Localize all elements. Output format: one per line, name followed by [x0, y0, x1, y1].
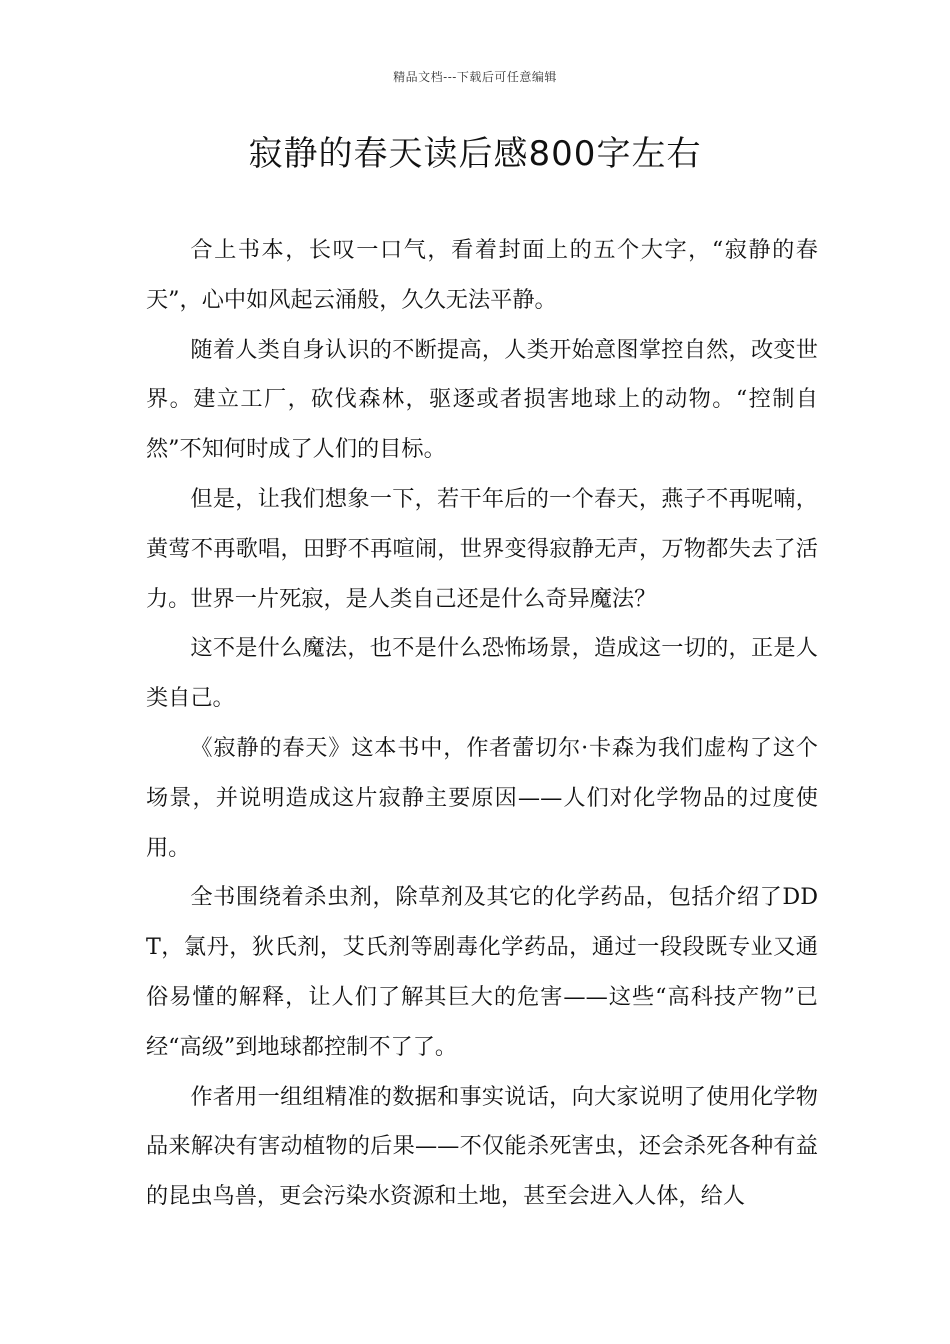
paragraph: 这不是什么魔法，也不是什么恐怖场景，造成这一切的，正是人类自己。 [146, 635, 818, 712]
paragraph: 《寂静的春天》这本书中，作者蕾切尔·卡森为我们虚构了这个场景，并说明造成这片寂静主要原因——人们对化学物品的过度使用。 [146, 734, 818, 861]
document-title: 寂静的春天读后感800字左右 [248, 134, 702, 174]
paragraph: 但是，让我们想象一下，若干年后的一个春天，燕子不再呢喃，黄莺不再歌唱，田野不再喧闹，世界变得寂静无声，万物都失去了活力。世界一片死寂，是人类自己还是什么奇异魔法？ [146, 485, 818, 612]
paragraph: 作者用一组组精准的数据和事实说话，向大家说明了使用化学物品来解决有害动植物的后果——不仅能杀死害虫，还会杀死各种有益的昆虫鸟兽，更会污染水资源和土地，甚至会进入人体，给人 [146, 1083, 818, 1210]
document-body [146, 226, 818, 1222]
paragraph: 随着人类自身认识的不断提高，人类开始意图掌控自然，改变世界。建立工厂，砍伐森林，驱逐或者损害地球上的动物。“控制自然”不知何时成了人们的目标。 [146, 336, 818, 463]
paragraph: 全书围绕着杀虫剂，除草剂及其它的化学药品，包括介绍了DDT，氯丹，狄氏剂，艾氏剂等剧毒化学药品，通过一段段既专业又通俗易懂的解释，让人们了解其巨大的危害——这些“高科技产物”已经“高级”到地球都控制不了了。 [146, 884, 818, 1060]
header-note: 精品文档---下载后可任意编辑 [393, 70, 557, 84]
paragraph: 合上书本，长叹一口气，看着封面上的五个大字，“寂静的春天”，心中如风起云涌般，久久无法平静。 [146, 237, 818, 313]
